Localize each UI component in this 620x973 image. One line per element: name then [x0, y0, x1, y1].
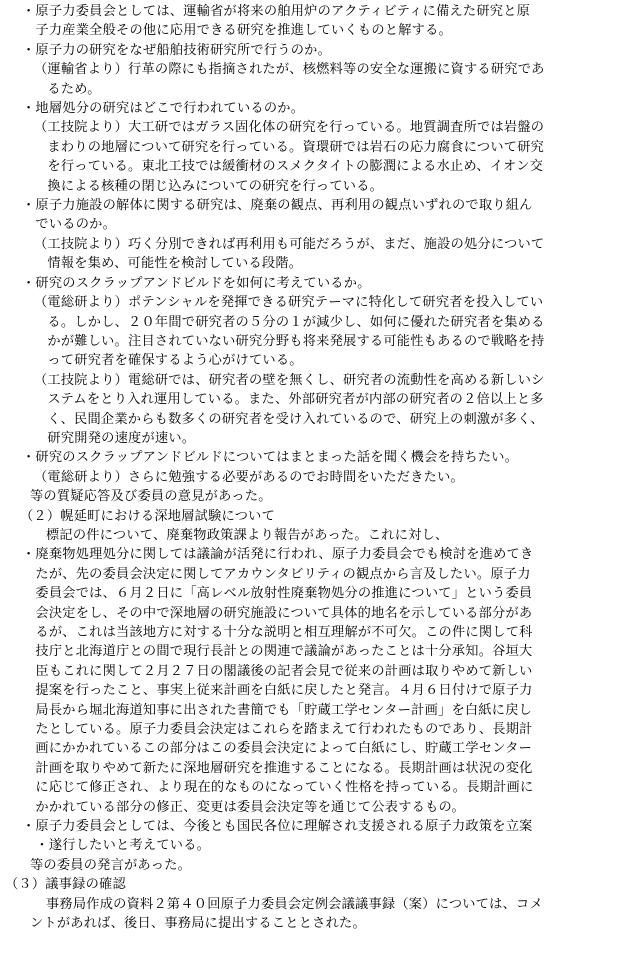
text-line: 研究開発の速度が速い。 — [34, 430, 196, 446]
text-line: 等の委員の発言があった。 — [30, 857, 192, 873]
paragraph-3 — [0, 99, 620, 118]
text-line: く、民間企業からも数多くの研究者を受け入れているので、研究上の刺激が多く、 — [34, 411, 544, 427]
text-line: るため。 — [34, 81, 101, 97]
text-line: ステムをとり入れ運用している。また、外部研究者が内部の研究者の２倍以上と多 — [34, 392, 544, 408]
text-line: ・原子力委員会としては、運輸省が将来の舶用炉のアクティビティに備えた研究と原 — [22, 4, 531, 19]
paragraph-12 — [0, 487, 620, 506]
text-line: たが、先の委員会決定に関してアカウンタビリティの観点から言及したい。原子力 — [22, 566, 531, 582]
paragraph-17 — [0, 856, 620, 875]
text-line: 画にかかれているこの部分はこの委員会決定によって白紙にし、貯蔵工学センター — [22, 741, 533, 757]
text-line: ・原子力委員会としては、今後とも国民各位に理解され支援される原子力政策を立案 — [22, 819, 533, 835]
paragraph-13 — [0, 507, 620, 526]
paragraph-4 — [0, 118, 620, 196]
text-line: ・研究のスクラップアンドビルドを如何に考えているか。 — [22, 275, 371, 291]
text-line: （電総研より）ポテンシャルを発揮できる研究テーマに特化して研究者を投入してい — [34, 295, 544, 311]
text-line: たとしている。原子力委員会決定はこれらを踏まえて行われたものであり、長期計 — [22, 722, 533, 738]
text-line: に応じて修正され、より現在的なものになっていく性格を持っている。長期計画に — [22, 780, 534, 796]
text-line: 技庁と北海道庁との間で現行長計との関連で議論があったことは十分承知。谷垣大 — [22, 644, 533, 660]
paragraph-0 — [0, 2, 620, 41]
text-line: かが難しい。注目されていない研究分野も将来発展する可能性もあるので戦略を持 — [34, 333, 545, 349]
paragraph-20 — [0, 914, 620, 933]
text-line: ントがあれば、後日、事務局に提出することとされた。 — [30, 916, 366, 932]
text-line: かかれている部分の修正、変更は委員会決定等を通じて公表するもの。 — [22, 799, 465, 815]
text-line: ・地層処分の研究はどこで行われているのか。 — [22, 101, 305, 117]
text-line: 標記の件について、廃棄物政策課より報告があった。これに対し、 — [46, 527, 449, 543]
paragraph-19 — [0, 895, 620, 914]
paragraph-8 — [0, 293, 620, 371]
text-line: るが、これは当該地方に対する十分な説明と相互理解が不可欠。この件に関して科 — [22, 625, 533, 640]
paragraph-18 — [0, 875, 620, 894]
text-line: ・研究のスクラップアンドビルドについてはまとまった話を聞く機会を持ちたい。 — [22, 450, 519, 466]
paragraph-14 — [0, 526, 620, 545]
text-line: 子力産業全般その他に応用できる研究を推進していくものと解する。 — [22, 23, 452, 39]
text-line: 会決定をし、その中で深地層の研究施設について具体的地名を示している部分があ — [22, 605, 533, 621]
text-line: （３）議事録の確認 — [5, 877, 126, 893]
text-line: 換による核種の閉じ込みについての研究を行っている。 — [34, 178, 384, 194]
text-line: ・原子力施設の解体に関する研究は、廃棄の観点、再利用の観点いずれので取り組ん — [22, 198, 533, 214]
text-line: （２）幌延町における深地層試験について — [20, 508, 276, 524]
text-line: る。しかし、２０年間で研究者の５分の１が減少し、如何に優れた研究者を集める — [34, 314, 545, 330]
paragraph-5 — [0, 196, 620, 235]
paragraph-11 — [0, 468, 620, 487]
paragraph-9 — [0, 371, 620, 449]
text-line: でいるのか。 — [22, 217, 117, 233]
text-line: まわりの地層について研究を行っている。資環研では岩石の応力腐食について研究 — [34, 139, 545, 155]
text-line: って研究者を確保するよう心がけている。 — [34, 353, 303, 369]
text-line: ・遂行したいと考えている。 — [22, 838, 211, 854]
text-line: 情報を集め、可能性を検討している段階。 — [34, 256, 303, 272]
paragraph-6 — [0, 235, 620, 274]
text-line: を行っている。東北工技では緩衝材のスメクタイトの膨潤による水止め、イオン交 — [34, 159, 544, 175]
text-line: 臣もこれに関して２月２７日の閣議後の記者会見で従来の計画は取りやめて新しい — [22, 663, 533, 679]
text-line: （工技院より）大工研ではガラス固化体の研究を行っている。地質調査所では岩盤の — [34, 120, 545, 136]
paragraph-7 — [0, 274, 620, 293]
text-line: 局長から堀北海道知事に出された書簡でも「貯蔵工学センター計画」を白紙に戻し — [22, 702, 533, 718]
text-line: 委員会では、６月２日に「高レベル放射性廃棄物処分の推進について」という委員 — [22, 586, 533, 602]
paragraph-15 — [0, 545, 620, 817]
text-line: （運輸省より）行革の際にも指摘されたが、核燃料等の安全な運搬に資する研究であ — [34, 62, 545, 78]
text-line: 等の質疑応答及び委員の意見があった。 — [30, 489, 272, 505]
paragraph-10 — [0, 448, 620, 467]
text-line: （工技院より）電総研では、研究者の壁を無くし、研究者の流動性を高める新しいシ — [34, 372, 545, 388]
paragraph-16 — [0, 817, 620, 856]
text-line: （電総研より）さらに勉強する必要があるのでお時間をいただきたい。 — [34, 469, 464, 485]
paragraph-1 — [0, 41, 620, 60]
text-line: （工技院より）巧く分別できれば再利用も可能だろうが、まだ、施設の処分について — [34, 236, 545, 252]
text-line: 計画を取りやめて新たに深地層研究を推進することになる。長期計画は状況の変化 — [22, 760, 533, 776]
text-line: ・廃棄物処理処分に関しては議論が活発に行われ、原子力委員会でも検討を進めてき — [22, 547, 534, 563]
text-line: 事務局作成の資料２第４０回原子力委員会定例会議議事録（案）については、コメ — [46, 896, 543, 912]
text-line: ・原子力の研究をなぜ船舶技術研究所で行うのか。 — [22, 42, 332, 58]
text-line: 提案を行ったこと、事実上従来計画を白紙に戻したと発言。４月６日付けで原子力 — [22, 683, 533, 699]
paragraph-2 — [0, 60, 620, 99]
